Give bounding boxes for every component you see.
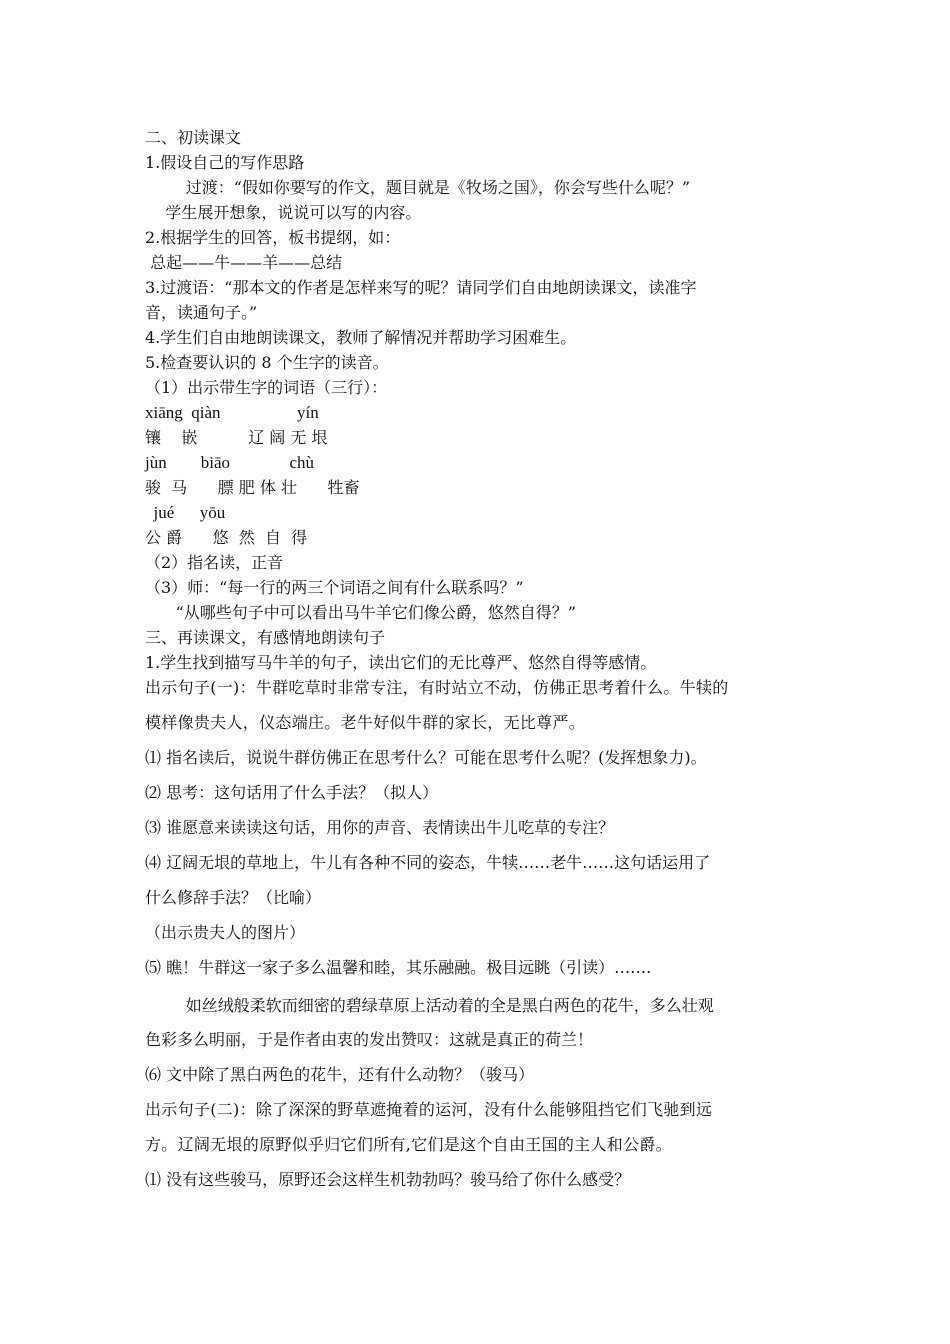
- sentence-two: 出示句子(二)：除了深深的野草遮掩着的运河，没有什么能够阻挡它们飞驰到远: [145, 1100, 713, 1119]
- word-row-2: 骏 马 膘 肥 体 壮 牲畜: [145, 478, 360, 497]
- step-1: 1.假设自己的写作思路: [145, 153, 305, 172]
- question-5: ⑸ 瞧！牛群这一家子多么温馨和睦，其乐融融。极目远眺（引读）…….: [145, 958, 652, 977]
- question-4: ⑷ 辽阔无垠的草地上，牛儿有各种不同的姿态，牛犊……老牛……这句话运用了: [145, 853, 711, 872]
- word-row-1: 镶 嵌 辽 阔 无 垠: [145, 428, 328, 447]
- sentence-one-cont: 模样像贵夫人，仪态端庄。老牛好似牛群的家长，无比尊严。: [145, 713, 586, 732]
- step-5: 5.检查要认识的 8 个生字的读音。: [145, 353, 389, 372]
- transition-text: 过渡：“假如你要写的作文，题目就是《牧场之国》，你会写些什么呢？”: [145, 178, 691, 197]
- quoted-passage: 如丝绒般柔软而细密的碧绿草原上活动着的全是黑白两色的花牛，多么壮观: [145, 996, 714, 1015]
- sub-step-2: （2）指名读，正音: [145, 553, 284, 572]
- word-row-3: 公 爵 悠 然 自 得: [145, 528, 308, 547]
- student-imagine-text: 学生展开想象，说说可以写的内容。: [145, 203, 422, 222]
- step-3-cont: 音，读通句子。”: [145, 303, 258, 322]
- step-2: 2.根据学生的回答，板书提纲，如：: [145, 228, 401, 247]
- sub-step-3-cont: “从哪些句子中可以看出马牛羊它们像公爵，悠然自得？”: [145, 603, 576, 622]
- question-3: ⑶ 谁愿意来读读这句话，用你的声音、表情读出牛儿吃草的专注？: [145, 818, 615, 837]
- question-6: ⑹ 文中除了黑白两色的花牛，还有什么动物？（骏马）: [145, 1065, 535, 1084]
- sentence-one: 出示句子(一)：牛群吃草时非常专注，有时站立不动，仿佛正思考着什么。牛犊的: [145, 678, 729, 697]
- step-find-sentences: 1.学生找到描写马牛羊的句子，读出它们的无比尊严、悠然自得等感情。: [145, 653, 657, 672]
- show-picture-note: （出示贵夫人的图片）: [145, 923, 306, 942]
- sentence-two-cont: 方。辽阔无垠的原野似乎归它们所有,它们是这个自由王国的主人和公爵。: [145, 1135, 672, 1154]
- quoted-passage-cont: 色彩多么明丽，于是作者由衷的发出赞叹：这就是真正的荷兰！: [145, 1030, 594, 1049]
- question-1: ⑴ 指名读后，说说牛群仿佛正在思考什么？可能在思考什么呢？(发挥想象力)。: [145, 748, 707, 767]
- pinyin-row-3: jué yōu: [145, 503, 226, 522]
- sub-step-1: （1）出示带生字的词语（三行）：: [145, 378, 388, 397]
- question-4-cont: 什么修辞手法？（比喻）: [145, 888, 322, 907]
- outline-text: 总起——牛——羊——总结: [145, 253, 343, 272]
- pinyin-row-2: jùn biāo chù: [145, 453, 315, 472]
- pinyin-row-1: xiāng qiàn yín: [145, 403, 319, 422]
- step-4: 4.学生们自由地朗读课文，教师了解情况并帮助学习困难生。: [145, 328, 577, 347]
- question-2: ⑵ 思考：这句话用了什么手法？（拟人）: [145, 783, 439, 802]
- sub-step-3: （3）师：“每一行的两三个词语之间有什么联系吗？”: [145, 578, 524, 597]
- step-3: 3.过渡语：“那本文的作者是怎样来写的呢？请同学们自由地朗读课文，读准字: [145, 278, 697, 297]
- section-heading-first-reading: 二、初读课文: [145, 128, 242, 147]
- sentence-two-question-1: ⑴ 没有这些骏马，原野还会这样生机勃勃吗？骏马给了你什么感受？: [145, 1170, 631, 1189]
- section-heading-second-reading: 三、再读课文，有感情地朗读句子: [145, 628, 386, 647]
